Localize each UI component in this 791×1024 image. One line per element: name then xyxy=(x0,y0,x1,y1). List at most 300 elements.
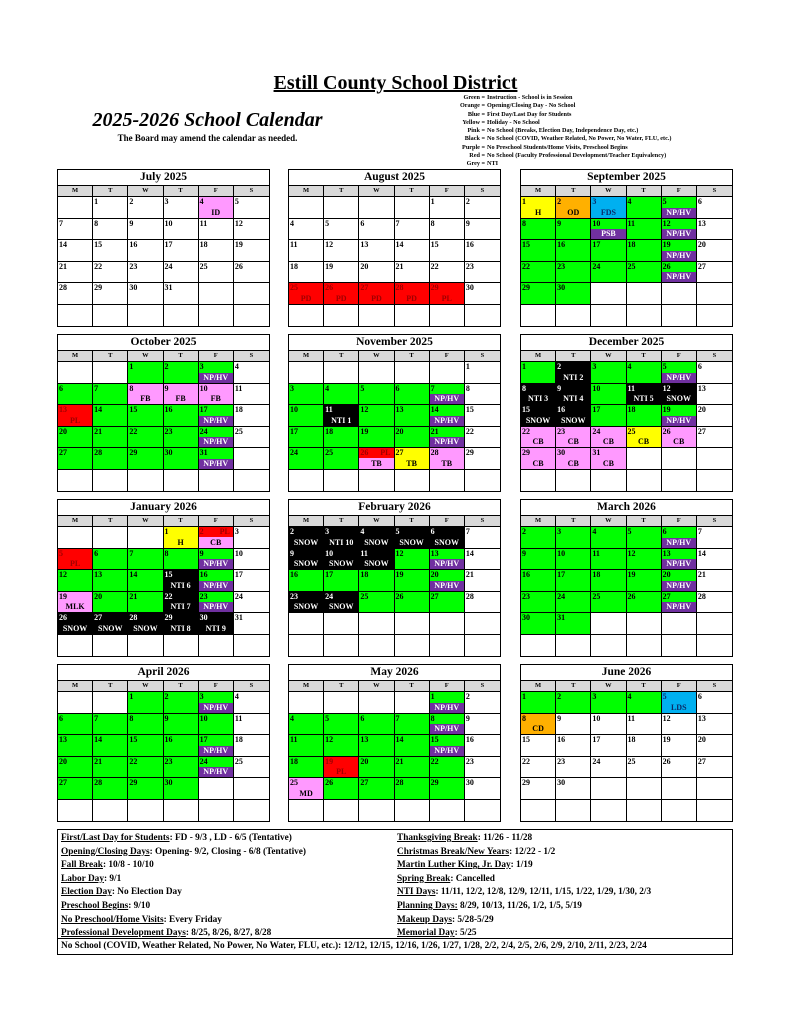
empty-cell xyxy=(324,800,359,822)
day-number: 14 xyxy=(129,570,138,579)
day-top-label: PL xyxy=(380,448,391,457)
empty-cell xyxy=(697,800,732,822)
day-label: NP/HV xyxy=(430,416,464,426)
day-cell xyxy=(395,405,430,427)
empty-cell xyxy=(591,778,626,800)
day-cell xyxy=(591,219,626,241)
empty-cell xyxy=(591,283,626,305)
day-cell xyxy=(164,262,199,284)
day-number: 9 xyxy=(199,548,204,558)
day-number: 20 xyxy=(395,426,404,436)
month-title: June 2026 xyxy=(521,665,732,681)
weekday-label: M xyxy=(521,681,556,691)
day-label: NP/HV xyxy=(662,373,696,383)
day-cell xyxy=(359,757,394,779)
day-number: 20 xyxy=(697,240,706,249)
empty-cell xyxy=(662,800,697,822)
day-number: 24 xyxy=(290,448,298,457)
day-number: 28 xyxy=(697,591,706,601)
empty-cell xyxy=(465,800,500,822)
day-label: NTI 4 xyxy=(563,394,584,403)
day-cell xyxy=(234,384,269,406)
day-number: 29 xyxy=(465,448,474,457)
day-cell xyxy=(324,592,359,614)
day-cell xyxy=(395,527,430,549)
day-number: 11 xyxy=(325,405,333,414)
day-cell xyxy=(289,283,324,305)
day-number: 20 xyxy=(59,756,67,766)
day-label: SNOW xyxy=(98,623,123,633)
weekday-label: F xyxy=(199,186,234,196)
day-number: 22 xyxy=(129,756,138,766)
day-number: 10 xyxy=(592,713,601,723)
legend-item xyxy=(410,135,671,143)
day-number: 21 xyxy=(430,426,439,436)
weekday-label: F xyxy=(430,516,465,526)
day-number: 27 xyxy=(697,756,706,766)
day-cell xyxy=(359,714,394,736)
empty-cell xyxy=(697,283,732,305)
day-number: 14 xyxy=(697,548,706,558)
day-number: 26 xyxy=(360,448,369,457)
day-cell xyxy=(234,362,269,384)
empty-cell xyxy=(128,305,163,327)
weekday-label: M xyxy=(58,681,93,691)
weekday-label: T xyxy=(556,351,591,361)
day-number: 18 xyxy=(627,405,636,414)
day-number: 27 xyxy=(94,613,103,622)
day-number: 17 xyxy=(199,735,208,744)
day-cell xyxy=(430,527,465,549)
day-label: NP/HV xyxy=(430,559,464,569)
day-cell xyxy=(465,427,500,449)
empty-cell xyxy=(93,800,128,822)
day-cell xyxy=(58,240,93,262)
day-number: 21 xyxy=(129,591,138,601)
day-number: 1 xyxy=(129,362,134,371)
month-title: August 2025 xyxy=(289,170,500,186)
day-number: 20 xyxy=(697,405,706,414)
day-cell xyxy=(465,384,500,406)
day-number: 22 xyxy=(522,261,530,271)
empty-cell xyxy=(93,527,128,549)
empty-cell xyxy=(359,197,394,219)
day-cell xyxy=(395,448,430,470)
day-cell xyxy=(627,549,662,571)
empty-cell xyxy=(324,197,359,219)
day-number: 28 xyxy=(94,448,103,457)
weekday-label: T xyxy=(164,186,199,196)
weekday-label: W xyxy=(591,186,626,196)
day-cell xyxy=(289,527,324,549)
day-number: 10 xyxy=(325,548,334,558)
day-cell xyxy=(465,692,500,714)
day-number: 12 xyxy=(325,735,334,744)
key-date-item xyxy=(61,846,306,860)
day-number: 12 xyxy=(234,218,243,228)
month-grid xyxy=(58,197,269,326)
day-label: TB xyxy=(441,458,453,468)
day-number: 6 xyxy=(697,362,702,371)
day-number: 20 xyxy=(697,735,706,744)
day-label: NP/HV xyxy=(662,208,696,218)
day-number: 31 xyxy=(164,283,173,292)
day-number: 25 xyxy=(360,591,369,601)
day-number: 23 xyxy=(465,261,474,271)
day-label: NP/HV xyxy=(662,416,696,426)
day-number: 28 xyxy=(94,778,103,787)
key-date-title: Election Day xyxy=(61,887,112,898)
day-cell xyxy=(662,240,697,262)
day-number: 13 xyxy=(697,218,706,228)
day-number: 19 xyxy=(395,570,404,579)
day-label: NP/HV xyxy=(199,581,233,591)
empty-cell xyxy=(430,362,465,384)
day-cell xyxy=(556,219,591,241)
day-label: PL xyxy=(69,559,81,568)
empty-cell xyxy=(324,362,359,384)
day-number: 28 xyxy=(59,283,67,292)
day-number: 13 xyxy=(430,548,439,558)
day-label: TB xyxy=(371,458,382,468)
day-number: 22 xyxy=(430,756,439,766)
split-top xyxy=(199,527,233,537)
legend-item xyxy=(410,127,671,135)
weekday-label: T xyxy=(556,516,591,526)
empty-cell xyxy=(521,635,556,657)
day-cell xyxy=(359,592,394,614)
day-label: SNOW xyxy=(666,394,691,403)
day-number: 25 xyxy=(234,756,243,766)
day-label: OD xyxy=(567,207,580,217)
day-cell xyxy=(93,448,128,470)
empty-cell xyxy=(662,283,697,305)
day-number: 5 xyxy=(325,218,330,228)
day-number: 9 xyxy=(290,548,294,558)
day-cell xyxy=(591,527,626,549)
key-date-item xyxy=(397,859,651,873)
day-number: 1 xyxy=(522,197,526,206)
day-cell xyxy=(234,714,269,736)
empty-cell xyxy=(199,800,234,822)
weekday-label: T xyxy=(556,186,591,196)
day-number: 16 xyxy=(522,570,530,579)
day-number: 2 xyxy=(465,197,470,206)
day-cell xyxy=(556,427,591,449)
day-number: 29 xyxy=(129,448,138,457)
day-cell xyxy=(58,283,93,305)
day-cell xyxy=(164,778,199,800)
day-cell xyxy=(234,549,269,571)
day-cell xyxy=(93,427,128,449)
day-number: 21 xyxy=(395,261,404,271)
day-number: 16 xyxy=(557,240,566,249)
day-number: 27 xyxy=(59,448,67,457)
empty-cell xyxy=(662,635,697,657)
empty-cell xyxy=(395,305,430,327)
day-cell xyxy=(627,384,662,406)
day-number: 28 xyxy=(395,778,404,787)
weekday-label: W xyxy=(128,681,163,691)
weekday-label: M xyxy=(58,351,93,361)
day-number: 7 xyxy=(129,548,134,558)
empty-cell xyxy=(289,470,324,492)
weekday-label: S xyxy=(249,187,254,194)
empty-cell xyxy=(465,635,500,657)
day-number: 21 xyxy=(697,570,706,579)
legend-key: Orange = xyxy=(459,102,485,110)
day-number: 13 xyxy=(697,713,706,723)
empty-cell xyxy=(395,613,430,635)
day-number: 7 xyxy=(395,713,400,723)
empty-cell xyxy=(591,800,626,822)
day-cell xyxy=(289,262,324,284)
empty-cell xyxy=(324,305,359,327)
day-cell xyxy=(627,197,662,219)
day-number: 13 xyxy=(360,240,369,249)
day-cell xyxy=(697,362,732,384)
day-number: 23 xyxy=(164,756,173,766)
day-cell xyxy=(395,283,430,305)
day-cell xyxy=(697,757,732,779)
day-cell xyxy=(627,405,662,427)
day-number: 17 xyxy=(557,570,566,579)
day-label: NTI 2 xyxy=(563,372,584,382)
day-label: ID xyxy=(211,207,221,217)
empty-cell xyxy=(234,470,269,492)
day-number: 4 xyxy=(325,383,330,393)
day-cell xyxy=(465,592,500,614)
empty-cell xyxy=(289,362,324,384)
weekday-label: S xyxy=(249,352,254,359)
day-cell xyxy=(93,283,128,305)
empty-cell xyxy=(556,800,591,822)
day-number: 17 xyxy=(325,570,334,579)
day-cell xyxy=(128,362,163,384)
empty-cell xyxy=(430,613,465,635)
day-number: 23 xyxy=(199,591,208,601)
day-label: TB xyxy=(406,458,417,468)
day-number: 30 xyxy=(557,283,566,292)
day-number: 25 xyxy=(290,283,298,292)
day-label: PD xyxy=(335,293,347,303)
day-number: 30 xyxy=(199,613,208,622)
day-number: 18 xyxy=(290,261,298,271)
day-cell xyxy=(359,427,394,449)
legend-desc: Holiday - No School xyxy=(487,118,540,126)
day-label: NTI 6 xyxy=(170,580,191,590)
month-title: October 2025 xyxy=(58,335,269,351)
day-number: 23 xyxy=(557,426,566,436)
day-number: 6 xyxy=(430,527,435,536)
day-number: 5 xyxy=(360,383,365,393)
weekday-label: S xyxy=(249,682,254,689)
month-grid xyxy=(521,692,732,821)
day-number: 9 xyxy=(522,548,526,558)
empty-cell xyxy=(234,448,269,470)
day-label: NP/HV xyxy=(662,559,696,569)
day-cell xyxy=(58,592,93,614)
day-number: 15 xyxy=(94,240,103,249)
day-label: MLK xyxy=(65,602,85,611)
day-cell xyxy=(128,262,163,284)
day-cell xyxy=(93,570,128,592)
day-number: 27 xyxy=(662,591,671,601)
legend-item xyxy=(410,144,671,152)
day-cell xyxy=(93,384,128,406)
weekday-label: M xyxy=(289,516,324,526)
day-number: 2 xyxy=(164,692,169,701)
day-cell xyxy=(591,197,626,219)
day-cell xyxy=(591,714,626,736)
day-cell xyxy=(234,219,269,241)
day-number: 3 xyxy=(290,383,294,393)
weekday-label: F xyxy=(662,681,697,691)
day-cell xyxy=(199,362,234,384)
day-cell xyxy=(289,240,324,262)
day-number: 14 xyxy=(430,405,439,414)
day-number: 26 xyxy=(59,613,67,622)
day-cell xyxy=(234,427,269,449)
empty-cell xyxy=(359,692,394,714)
empty-cell xyxy=(128,527,163,549)
day-number: 31 xyxy=(557,613,566,622)
day-number: 14 xyxy=(94,405,103,414)
key-date-title: Makeup Days xyxy=(397,914,453,925)
empty-cell xyxy=(359,362,394,384)
day-number: 17 xyxy=(592,240,601,249)
day-cell xyxy=(93,549,128,571)
day-number: 13 xyxy=(94,570,103,579)
day-cell xyxy=(556,592,591,614)
day-label: H xyxy=(534,207,542,217)
day-cell xyxy=(662,197,697,219)
day-number: 19 xyxy=(662,405,671,414)
day-number: 5 xyxy=(662,692,667,701)
empty-cell xyxy=(627,448,662,470)
day-number: 3 xyxy=(199,362,204,371)
day-cell xyxy=(556,448,591,470)
month-calendar xyxy=(288,664,501,822)
key-date-item xyxy=(61,873,306,887)
day-cell xyxy=(627,219,662,241)
day-cell xyxy=(556,757,591,779)
day-cell xyxy=(324,570,359,592)
day-cell xyxy=(521,262,556,284)
day-cell xyxy=(199,197,234,219)
day-label: NP/HV xyxy=(199,767,233,777)
day-label: CB xyxy=(210,537,222,547)
day-number: 9 xyxy=(557,383,562,393)
day-label: NTI 7 xyxy=(170,602,191,611)
empty-cell xyxy=(430,635,465,657)
key-date-value: : 1/19 xyxy=(510,860,533,871)
day-label: NTI 3 xyxy=(527,394,549,403)
weekday-label: M xyxy=(521,186,556,196)
day-number: 2 xyxy=(557,692,562,701)
day-number: 21 xyxy=(59,261,67,271)
day-cell xyxy=(521,197,556,219)
day-number: 5 xyxy=(59,548,63,558)
weekday-label: F xyxy=(662,516,697,526)
month-title: November 2025 xyxy=(289,335,500,351)
empty-cell xyxy=(591,613,626,635)
day-number: 20 xyxy=(662,570,671,579)
day-cell xyxy=(234,592,269,614)
day-cell xyxy=(164,362,199,384)
day-cell xyxy=(521,362,556,384)
key-date-item xyxy=(397,846,651,860)
day-cell xyxy=(465,570,500,592)
empty-cell xyxy=(58,800,93,822)
day-number: 5 xyxy=(325,713,330,723)
day-cell xyxy=(164,283,199,305)
day-number: 2 xyxy=(465,692,470,701)
day-cell xyxy=(93,735,128,757)
day-label: NP/HV xyxy=(199,437,233,447)
color-legend xyxy=(410,94,671,169)
day-cell xyxy=(199,405,234,427)
weekday-label: F xyxy=(199,351,234,361)
empty-cell xyxy=(289,692,324,714)
day-cell xyxy=(697,405,732,427)
day-cell xyxy=(128,692,163,714)
day-number: 8 xyxy=(465,383,470,393)
weekday-label: S xyxy=(712,187,717,194)
day-number: 9 xyxy=(164,713,169,723)
day-number: 27 xyxy=(697,261,706,271)
empty-cell xyxy=(556,635,591,657)
month-title: February 2026 xyxy=(289,500,500,516)
day-cell xyxy=(627,757,662,779)
day-cell xyxy=(128,240,163,262)
day-number: 8 xyxy=(430,218,435,228)
day-number: 12 xyxy=(360,405,369,414)
empty-cell xyxy=(58,197,93,219)
day-cell xyxy=(430,549,465,571)
day-number: 29 xyxy=(129,778,138,787)
day-number: 23 xyxy=(557,261,566,271)
weekday-header xyxy=(58,351,269,362)
day-number: 6 xyxy=(360,713,365,723)
empty-cell xyxy=(627,283,662,305)
day-number: 26 xyxy=(627,591,636,601)
weekday-label: T xyxy=(164,351,199,361)
day-cell xyxy=(199,735,234,757)
empty-cell xyxy=(591,635,626,657)
day-label: CB xyxy=(567,458,579,468)
month-grid xyxy=(521,197,732,326)
day-number: 16 xyxy=(290,570,298,579)
day-cell xyxy=(199,240,234,262)
key-date-value: : 9/1 xyxy=(103,873,122,884)
day-cell xyxy=(521,570,556,592)
empty-cell xyxy=(234,305,269,327)
key-date-value: : 5/28-5/29 xyxy=(452,914,494,925)
day-number: 30 xyxy=(522,613,530,622)
day-number: 30 xyxy=(164,448,173,457)
day-number: 7 xyxy=(430,383,435,393)
weekday-header xyxy=(289,681,500,692)
day-number: 3 xyxy=(592,197,597,206)
key-date-item xyxy=(397,832,651,846)
day-number: 13 xyxy=(697,383,706,393)
day-cell xyxy=(359,448,394,470)
month-grid xyxy=(58,527,269,656)
weekday-label: T xyxy=(395,516,430,526)
day-cell xyxy=(58,778,93,800)
day-cell xyxy=(591,384,626,406)
